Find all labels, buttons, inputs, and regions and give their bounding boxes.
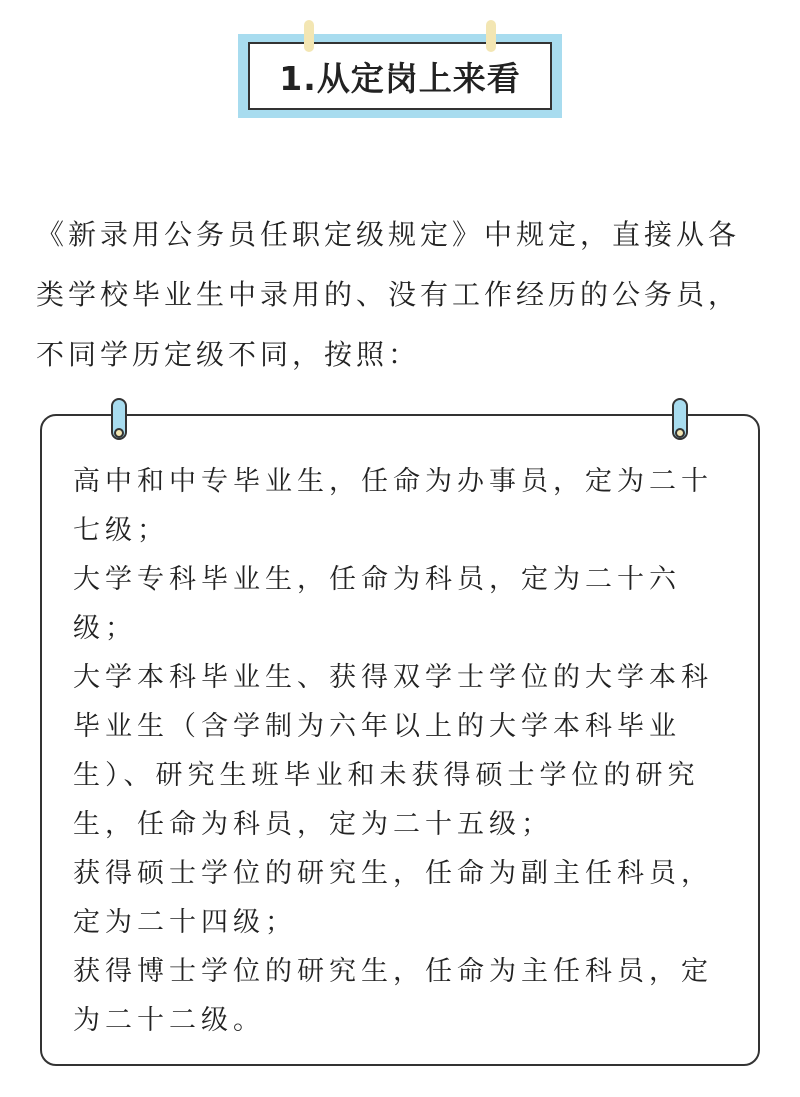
card-line: 毕业生（含学制为六年以上的大学本科毕业 — [73, 711, 681, 742]
title-badge — [238, 34, 562, 118]
intro-line: 类学校毕业生中录用的、没有工作经历的公务员， — [36, 278, 741, 311]
card-line: 为二十二级。 — [73, 1005, 265, 1036]
card-text — [73, 457, 733, 1045]
card-line: 级； — [73, 613, 137, 644]
page-title: 1.从定岗上来看 — [248, 42, 552, 110]
card-line: 高中和中专毕业生，任命为办事员，定为二十 — [73, 466, 713, 497]
binder-ring-left-icon — [108, 398, 130, 446]
title-tab-right-decoration — [486, 20, 496, 52]
title-tab-left-decoration — [304, 20, 314, 52]
intro-line: 不同学历定级不同，按照： — [36, 338, 421, 371]
card-line: 获得博士学位的研究生，任命为主任科员，定 — [73, 956, 713, 987]
binder-ring-right-icon — [669, 398, 691, 446]
card-line: 生，任命为科员，定为二十五级； — [73, 809, 553, 840]
intro-paragraph — [36, 205, 766, 385]
card-line: 大学专科毕业生，任命为科员，定为二十六 — [73, 564, 681, 595]
card-line: 大学本科毕业生、获得双学士学位的大学本科 — [73, 662, 713, 693]
card-line: 七级； — [73, 515, 169, 546]
card-line: 生）、研究生班毕业和未获得硕士学位的研究 — [73, 760, 700, 791]
card-line: 定为二十四级； — [73, 907, 297, 938]
card-line: 获得硕士学位的研究生，任命为副主任科员， — [73, 858, 713, 889]
intro-line: 《新录用公务员任职定级规定》中规定，直接从各 — [36, 218, 741, 251]
